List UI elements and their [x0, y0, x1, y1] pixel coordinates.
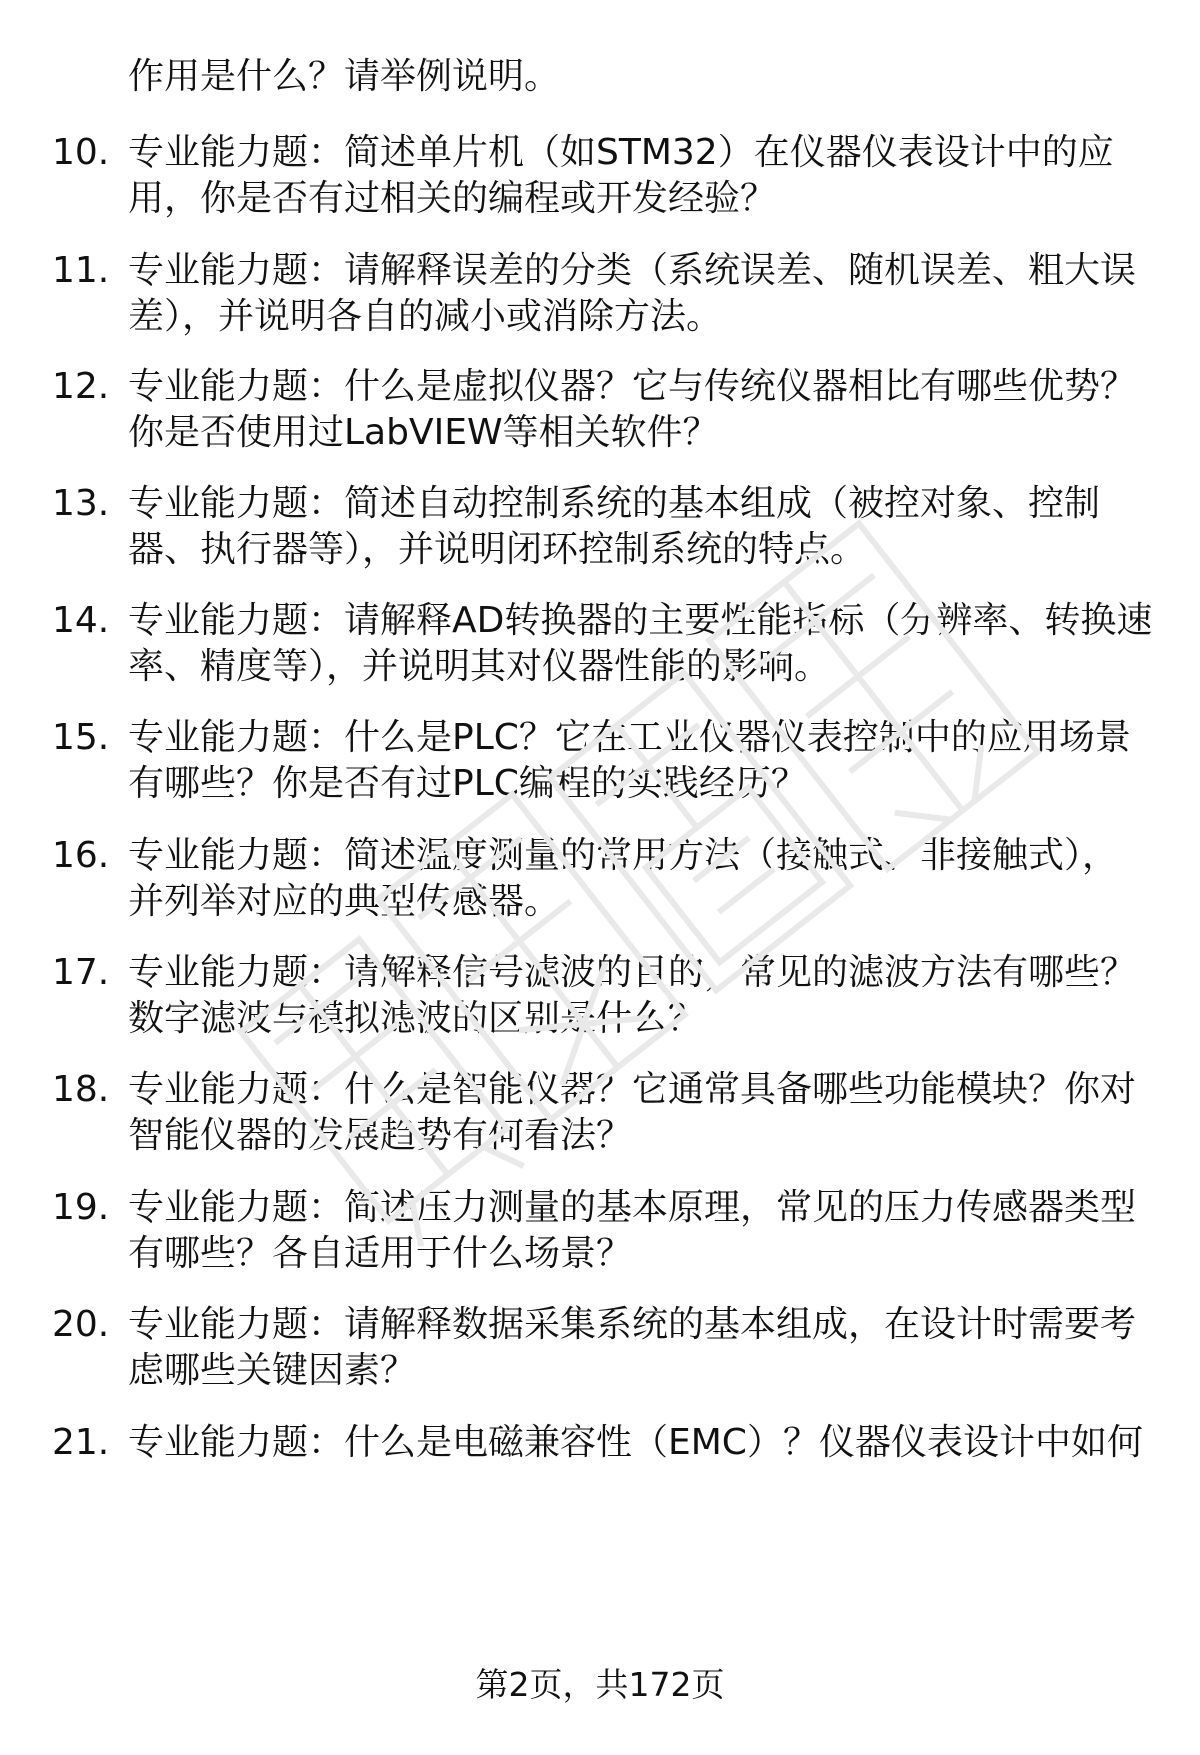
- question-number: 10.: [52, 132, 110, 173]
- question-text-line: 专业能力题：简述压力测量的基本原理，常见的压力传感器类型: [128, 1187, 1137, 1228]
- question-number: 16.: [52, 835, 110, 876]
- question-text-line: 并列举对应的典型传感器。: [128, 881, 561, 922]
- question-text-line: 用，你是否有过相关的编程或开发经验？: [128, 178, 777, 219]
- question-text-line: 有哪些？各自适用于什么场景？: [128, 1233, 633, 1274]
- question-number: 11.: [52, 250, 110, 291]
- question-text-line: 专业能力题：什么是PLC？它在工业仪器仪表控制中的应用场景: [128, 717, 1131, 758]
- question-number: 20.: [52, 1304, 110, 1345]
- question-text-line: 专业能力题：请解释误差的分类（系统误差、随机误差、粗大误: [128, 250, 1137, 291]
- question-number: 19.: [52, 1187, 110, 1228]
- question-text-line: 专业能力题：请解释AD转换器的主要性能指标（分辨率、转换速: [128, 600, 1153, 641]
- question-number: 12.: [52, 366, 110, 407]
- continuation-text: 作用是什么？请举例说明。: [128, 56, 561, 97]
- question-number: 15.: [52, 717, 110, 758]
- question-text-line: 专业能力题：简述自动控制系统的基本组成（被控对象、控制: [128, 483, 1101, 524]
- question-text-line: 有哪些？你是否有过PLC编程的实践经历？: [128, 763, 807, 804]
- question-number: 18.: [52, 1069, 110, 1110]
- question-text-line: 专业能力题：什么是虚拟仪器？它与传统仪器相比有哪些优势？: [128, 366, 1137, 407]
- question-text-line: 数字滤波与模拟滤波的区别是什么？: [128, 998, 705, 1039]
- question-text-line: 专业能力题：什么是电磁兼容性（EMC）？仪器仪表设计中如何: [128, 1422, 1143, 1463]
- question-text-line: 差），并说明各自的减小或消除方法。: [128, 296, 723, 337]
- question-text-line: 专业能力题：简述单片机（如STM32）在仪器仪表设计中的应: [128, 132, 1114, 173]
- question-text-line: 专业能力题：简述温度测量的常用方法（接触式、非接触式），: [128, 835, 1119, 876]
- question-text-line: 你是否使用过LabVIEW等相关软件？: [128, 412, 719, 453]
- question-number: 14.: [52, 600, 110, 641]
- question-text-line: 智能仪器的发展趋势有何看法？: [128, 1115, 633, 1156]
- page-footer: 第2页，共172页: [475, 1665, 725, 1704]
- question-text-line: 专业能力题：什么是智能仪器？它通常具备哪些功能模块？你对: [128, 1069, 1137, 1110]
- question-text-line: 器、执行器等），并说明闭环控制系统的特点。: [128, 529, 867, 570]
- question-number: 17.: [52, 952, 110, 993]
- question-number: 13.: [52, 483, 110, 524]
- question-text-line: 专业能力题：请解释信号滤波的目的，常见的滤波方法有哪些？: [128, 952, 1137, 993]
- question-text-line: 虑哪些关键因素？: [128, 1350, 417, 1391]
- question-text-line: 率、精度等），并说明其对仪器性能的影响。: [128, 646, 831, 687]
- question-number: 21.: [52, 1422, 110, 1463]
- question-text-line: 专业能力题：请解释数据采集系统的基本组成，在设计时需要考: [128, 1304, 1137, 1345]
